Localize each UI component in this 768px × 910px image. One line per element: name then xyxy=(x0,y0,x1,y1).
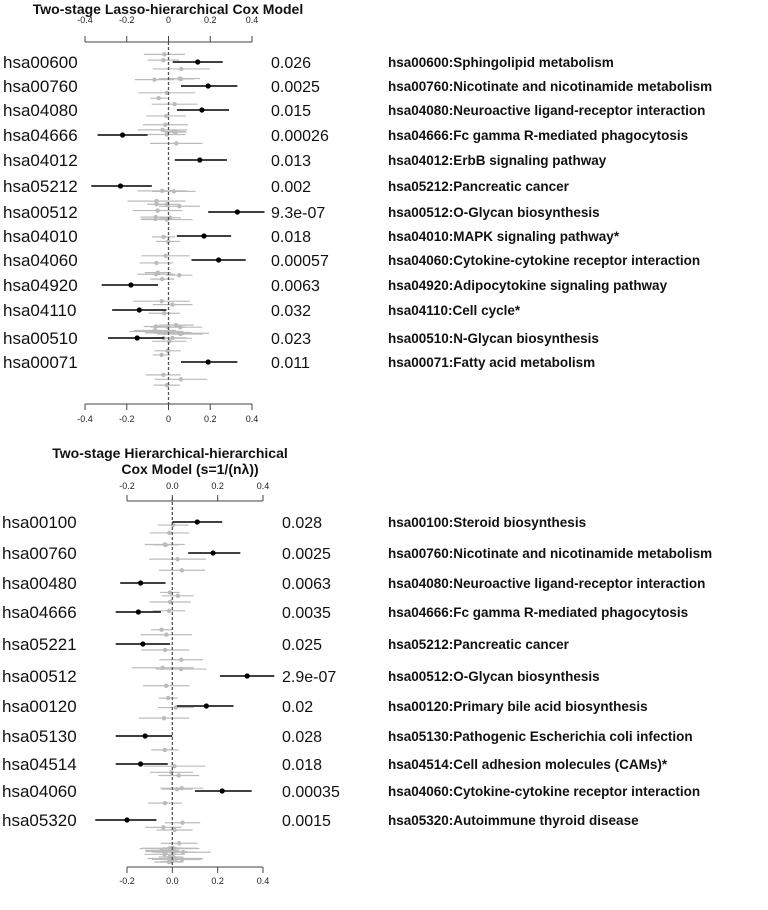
row-estimate-point xyxy=(135,335,140,340)
row-label: hsa05221 xyxy=(2,635,77,654)
row-label: hsa00510 xyxy=(3,329,78,348)
row-label: hsa00760 xyxy=(3,77,78,96)
row-pvalue: 0.0063 xyxy=(282,576,331,593)
row-pathway-label: hsa00512:O-Glycan biosynthesis xyxy=(388,205,600,220)
row-pvalue: 0.0025 xyxy=(271,79,320,96)
row-estimate-point xyxy=(235,209,240,214)
row-pathway-label: hsa00100:Steroid biosynthesis xyxy=(388,515,587,530)
row-pathway-label: hsa04080:Neuroactive ligand-receptor interaction xyxy=(388,576,706,591)
row-estimate-point xyxy=(195,519,200,524)
row-pvalue: 0.018 xyxy=(282,757,323,774)
row-pvalue: 0.0015 xyxy=(282,813,331,830)
panel-2-background-point xyxy=(164,849,168,853)
row-pvalue: 0.032 xyxy=(271,303,312,320)
row-estimate-point xyxy=(138,761,143,766)
row-pathway-label: hsa05320:Autoimmune thyroid disease xyxy=(388,813,639,828)
row-pvalue: 0.002 xyxy=(271,179,312,196)
row-pvalue: 0.015 xyxy=(271,103,312,120)
row-pvalue: 0.00026 xyxy=(271,128,329,145)
panel-1-background-point xyxy=(164,114,168,118)
panel-2-background-point xyxy=(163,648,167,652)
panel-1-top-tick-label: -0.2 xyxy=(118,15,135,25)
row-estimate-point xyxy=(206,359,211,364)
row-estimate-point xyxy=(206,83,211,88)
row-estimate-point xyxy=(137,307,142,312)
row-pathway-label: hsa00760:Nicotinate and nicotinamide metabolism xyxy=(388,546,713,561)
panel-1-background-point xyxy=(177,273,181,277)
panel-1-background-point xyxy=(154,324,158,328)
panel-1-background-point xyxy=(154,261,158,265)
row-label: hsa00120 xyxy=(2,697,77,716)
panel-1-background-point xyxy=(161,373,165,377)
panel-2-bottom-tick-label: 0.0 xyxy=(166,876,179,886)
row-pvalue: 0.0035 xyxy=(282,605,331,622)
panel-1-top-tick-label: 0.4 xyxy=(245,15,259,25)
panel-1-background-point xyxy=(156,96,160,100)
row-pathway-label: hsa04060:Cytokine-cytokine receptor interaction xyxy=(388,784,701,799)
panel-2-background-point xyxy=(167,531,171,535)
panel-2-background-point xyxy=(180,568,184,572)
row-label: hsa00512 xyxy=(3,203,78,222)
row-pathway-label: hsa04666:Fc gamma R-mediated phagocytosis xyxy=(388,128,689,143)
panel-1-background-point xyxy=(163,254,167,258)
row-estimate-point xyxy=(136,609,141,614)
row-pathway-label: hsa04080:Neuroactive ligand-receptor interaction xyxy=(388,103,706,118)
row-pvalue: 0.02 xyxy=(282,699,314,716)
row-estimate-point xyxy=(216,257,221,262)
panel-2-top-tick-label: 0.2 xyxy=(211,481,224,491)
panel-2-background-point xyxy=(175,557,179,561)
row-pathway-label: hsa00760:Nicotinate and nicotinamide metabolism xyxy=(388,79,713,94)
row-label: hsa04080 xyxy=(3,101,78,120)
panel-2-background-point xyxy=(179,658,183,662)
row-pvalue: 0.013 xyxy=(271,153,312,170)
row-pvalue: 0.0025 xyxy=(282,546,331,563)
panel-2-background-point xyxy=(167,609,171,613)
panel-2-bottom-tick-label: -0.2 xyxy=(119,876,135,886)
panel-1-background-point xyxy=(180,331,184,335)
row-pathway-label: hsa00512:O-Glycan biosynthesis xyxy=(388,669,600,684)
panel-1-top-tick-label: 0.2 xyxy=(203,15,217,25)
panel-1-background-point xyxy=(160,277,164,281)
panel-2-background-point xyxy=(163,801,167,805)
row-pathway-label: hsa00071:Fatty acid metabolism xyxy=(388,355,596,370)
row-pathway-label: hsa04060:Cytokine-cytokine receptor interaction xyxy=(388,253,701,268)
panel-2-background-point xyxy=(179,667,183,671)
panel-1-background-point xyxy=(161,235,165,239)
row-pvalue: 0.018 xyxy=(271,229,312,246)
panel-1-background-point xyxy=(159,353,163,357)
row-label: hsa04012 xyxy=(3,151,78,170)
row-pvalue: 0.026 xyxy=(271,55,312,72)
panel-2-background-point xyxy=(167,860,171,864)
row-estimate-point xyxy=(143,733,148,738)
row-estimate-point xyxy=(140,641,145,646)
panel-1-background-point xyxy=(178,325,182,329)
row-pathway-label: hsa04010:MAPK signaling pathway* xyxy=(388,229,620,244)
panel-1-background-point xyxy=(161,58,165,62)
panel-1-background-point xyxy=(179,67,183,71)
panel-1-background-point xyxy=(172,189,176,193)
row-estimate-point xyxy=(220,788,225,793)
panel-1-background-point xyxy=(155,208,159,212)
row-pvalue: 0.028 xyxy=(282,729,323,746)
row-estimate-point xyxy=(138,580,143,585)
panel-1-background-point xyxy=(152,77,156,81)
panel-2-background-point xyxy=(168,600,172,604)
row-pathway-label: hsa00510:N-Glycan biosynthesis xyxy=(388,331,599,346)
row-label: hsa00512 xyxy=(2,667,77,686)
panel-1-background-point xyxy=(167,339,171,343)
panel-2-title-line-1: Two-stage Hierarchical-hierarchical xyxy=(52,445,288,461)
row-pathway-label: hsa04110:Cell cycle* xyxy=(388,303,521,318)
row-pvalue: 0.025 xyxy=(282,637,323,654)
panel-2-background-point xyxy=(180,821,184,825)
panel-2-bottom-tick-label: 0.2 xyxy=(211,876,224,886)
row-estimate-point xyxy=(211,550,216,555)
row-label: hsa00071 xyxy=(3,353,78,372)
panel-2-top-tick-label: 0.0 xyxy=(166,481,179,491)
panel-1-bottom-tick-label: -0.2 xyxy=(118,414,135,424)
row-pvalue: 0.028 xyxy=(282,515,323,532)
panel-1-background-point xyxy=(162,52,166,56)
panel-1-background-point xyxy=(156,270,160,274)
panel-1-top-tick-label: 0 xyxy=(165,15,172,25)
row-estimate-point xyxy=(199,107,204,112)
panel-1-background-point xyxy=(159,299,163,303)
row-label: hsa04666 xyxy=(2,603,77,622)
row-pathway-label: hsa00600:Sphingolipid metabolism xyxy=(388,55,614,70)
panel-1-bottom-tick-label: 0.4 xyxy=(245,414,259,424)
row-pathway-label: hsa05130:Pathogenic Escherichia coli infection xyxy=(388,729,693,744)
row-label: hsa04920 xyxy=(3,276,78,295)
row-estimate-point xyxy=(197,157,202,162)
panel-2-background-point xyxy=(171,523,175,527)
panel-2-background-point xyxy=(162,716,166,720)
row-label: hsa00100 xyxy=(2,513,77,532)
panel-2-bottom-tick-label: 0.4 xyxy=(256,876,270,886)
row-pvalue: 9.3e-07 xyxy=(271,205,326,222)
panel-2-top-tick-label: -0.2 xyxy=(119,481,135,491)
panel-1-top-tick-label: -0.4 xyxy=(77,15,93,25)
panel-2-background-point xyxy=(176,594,180,598)
panel-1-background-point xyxy=(154,199,158,203)
panel-1-background-point xyxy=(170,336,174,340)
row-label: hsa05320 xyxy=(2,811,77,830)
row-pathway-label: hsa04920:Adipocytokine signaling pathway xyxy=(388,278,668,293)
row-label: hsa04060 xyxy=(2,782,77,801)
panel-2-background-point xyxy=(163,748,167,752)
panel-2-title-line-2: Cox Model (s=1/(nλ)) xyxy=(121,461,259,477)
row-pathway-label: hsa04514:Cell adhesion molecules (CAMs)* xyxy=(388,757,668,772)
row-pathway-label: hsa00120:Primary bile acid biosynthesis xyxy=(388,699,648,714)
panel-2-background-point xyxy=(159,628,163,632)
panel-1-bottom-tick-label: 0.2 xyxy=(203,414,217,424)
panel-1-background-point xyxy=(174,141,178,145)
panel-2-background-point xyxy=(166,696,170,700)
panel-2-background-point xyxy=(164,543,168,547)
panel-1-background-point xyxy=(172,102,176,106)
row-pvalue: 2.9e-07 xyxy=(282,669,337,686)
panel-2-background-point xyxy=(177,841,181,845)
panel-1-background-point xyxy=(162,311,166,315)
panel-1-background-point xyxy=(177,204,181,208)
row-label: hsa04010 xyxy=(3,227,78,246)
panel-1-background-point xyxy=(165,349,169,353)
row-pathway-label: hsa05212:Pancreatic cancer xyxy=(388,637,569,652)
panel-1-background-point xyxy=(173,130,177,134)
panel-1-title: Two-stage Lasso-hierarchical Cox Model xyxy=(32,1,304,17)
panel-1-background-point xyxy=(163,123,167,127)
row-estimate-point xyxy=(118,183,123,188)
row-estimate-point xyxy=(201,233,206,238)
panel-2-top-tick-label: 0.4 xyxy=(256,481,270,491)
panel-2-background-point xyxy=(161,825,165,829)
row-pathway-label: hsa05212:Pancreatic cancer xyxy=(388,179,569,194)
panel-2-background-point xyxy=(175,787,179,791)
row-label: hsa04060 xyxy=(3,251,78,270)
row-label: hsa00480 xyxy=(2,574,77,593)
panel-2-background-point xyxy=(164,684,168,688)
panel-2-background-point xyxy=(168,590,172,594)
row-pvalue: 0.011 xyxy=(271,355,310,372)
panel-1-background-point xyxy=(160,128,164,132)
row-pathway-label: hsa04012:ErbB signaling pathway xyxy=(388,153,607,168)
row-pvalue: 0.00057 xyxy=(271,253,329,270)
row-estimate-point xyxy=(195,59,200,64)
panel-1-background-point xyxy=(154,215,158,219)
row-label: hsa00760 xyxy=(2,544,77,563)
row-pathway-label: hsa04666:Fc gamma R-mediated phagocytosis xyxy=(388,605,689,620)
panel-1-bottom-tick-label: 0 xyxy=(165,414,172,424)
row-estimate-point xyxy=(128,282,133,287)
row-label: hsa00600 xyxy=(3,53,78,72)
panel-1-bottom-tick-label: -0.4 xyxy=(77,414,93,424)
row-label: hsa05212 xyxy=(3,177,78,196)
row-estimate-point xyxy=(245,673,250,678)
row-label: hsa05130 xyxy=(2,727,77,746)
row-label: hsa04666 xyxy=(3,126,78,145)
row-estimate-point xyxy=(124,817,129,822)
panel-2-background-point xyxy=(177,773,181,777)
row-pvalue: 0.023 xyxy=(271,331,312,348)
row-estimate-point xyxy=(204,703,209,708)
panel-2-background-point xyxy=(164,633,168,637)
row-label: hsa04110 xyxy=(3,301,77,320)
row-pvalue: 0.00035 xyxy=(282,784,340,801)
panel-2-background-point xyxy=(172,828,176,832)
panel-1-background-point xyxy=(170,302,174,306)
row-pvalue: 0.0063 xyxy=(271,278,320,295)
row-estimate-point xyxy=(120,132,125,137)
row-label: hsa04514 xyxy=(2,755,77,774)
panel-1-background-point xyxy=(179,377,183,381)
panel-1-background-point xyxy=(179,77,183,81)
